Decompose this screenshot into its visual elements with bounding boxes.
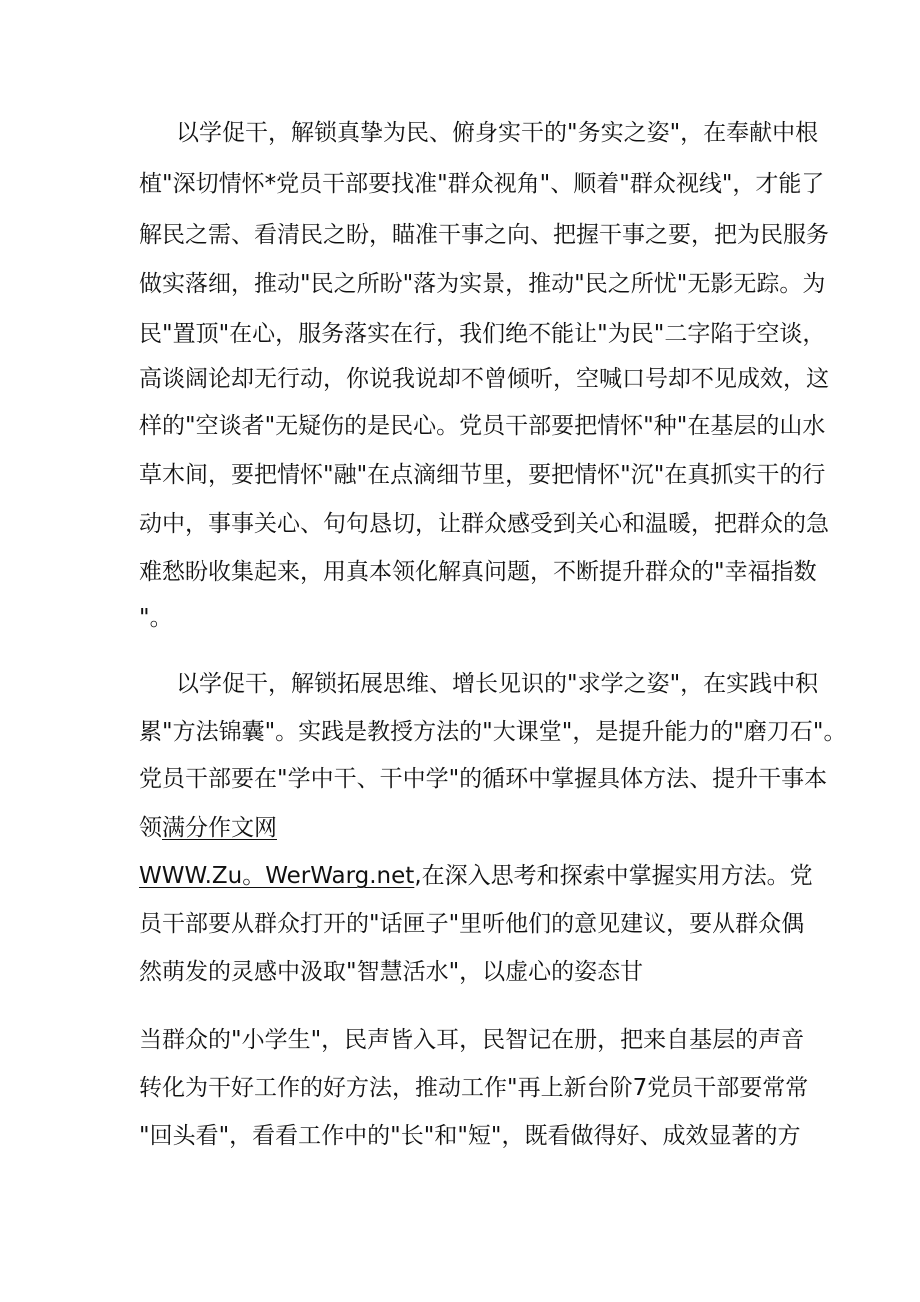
paragraph-2-line-4-prefix: 领 <box>139 815 162 841</box>
paragraph-2-line-6: 员干部要从群众打开的"话匣子"里听他们的意见建议，要从群众偶 <box>139 911 805 937</box>
paragraph-1-line-4: 做实落细，推动"民之所盼"落为实景，推动"民之所忧"无影无踪。为 <box>139 271 826 297</box>
paragraph-2-line-5 <box>139 862 813 890</box>
paragraph-2-line-8: 当群众的"小学生"，民声皆入耳，民智记在册，把来自基层的声音 <box>139 1027 805 1053</box>
paragraph-1-line-11: "。 <box>139 605 173 631</box>
paragraph-1-line-6: 高谈阔论却无行动，你说我说却不曾倾听，空喊口号却不见成效，这 <box>139 366 829 392</box>
site-link-url[interactable]: WWW.Zu。WerWarg.net <box>139 863 415 889</box>
paragraph-1-line-1: 以学促干，解锁真挚为民、俯身实干的"务实之姿"，在奉献中根 <box>176 120 819 146</box>
paragraph-2-line-5-rest: ,在深入思考和探索中掌握实用方法。党 <box>414 863 813 889</box>
paragraph-2-line-10: "回头看"，看看工作中的"长"和"短"，既看做得好、成效显著的方 <box>139 1123 801 1149</box>
paragraph-1-line-3: 解民之需、看清民之盼，瞄准干事之向、把握干事之要，把为民服务 <box>139 222 829 248</box>
paragraph-2-line-4 <box>139 814 277 842</box>
paragraph-1-line-10: 难愁盼收集起来，用真本领化解真问题，不断提升群众的"幸福指数 <box>139 559 817 585</box>
paragraph-2-line-7: 然萌发的灵感中汲取"智慧活水"，以虚心的姿态甘 <box>139 959 644 985</box>
paragraph-2-line-9: 转化为干好工作的好方法，推动工作"再上新台阶7党员干部要常常 <box>139 1075 809 1101</box>
paragraph-1-line-5: 民"置顶"在心，服务落实在行，我们绝不能让"为民"二字陷于空谈， <box>139 321 826 347</box>
paragraph-2-line-2: 累"方法锦囊"。实践是教授方法的"大课堂"，是提升能力的"磨刀石"。 <box>139 719 847 745</box>
paragraph-2-line-3: 党员干部要在"学中干、干中学"的循环中掌握具体方法、提升干事本 <box>139 766 828 792</box>
paragraph-1-line-2: 植"深切情怀*党员干部要找准"群众视角"、顺着"群众视线"，才能了 <box>139 171 825 197</box>
site-link-text[interactable]: 满分作文网 <box>162 815 277 841</box>
paragraph-1-line-8: 草木间，要把情怀"融"在点滴细节里，要把情怀"沉"在真抓实干的行 <box>139 462 826 488</box>
paragraph-1-line-9: 动中，事事关心、句句恳切，让群众感受到关心和温暖，把群众的急 <box>139 511 829 537</box>
paragraph-2-line-1: 以学促干，解锁拓展思维、增长见识的"求学之姿"，在实践中积 <box>176 671 819 697</box>
paragraph-1-line-7: 样的"空谈者"无疑伤的是民心。党员干部要把情怀"种"在基层的山水 <box>139 413 826 439</box>
